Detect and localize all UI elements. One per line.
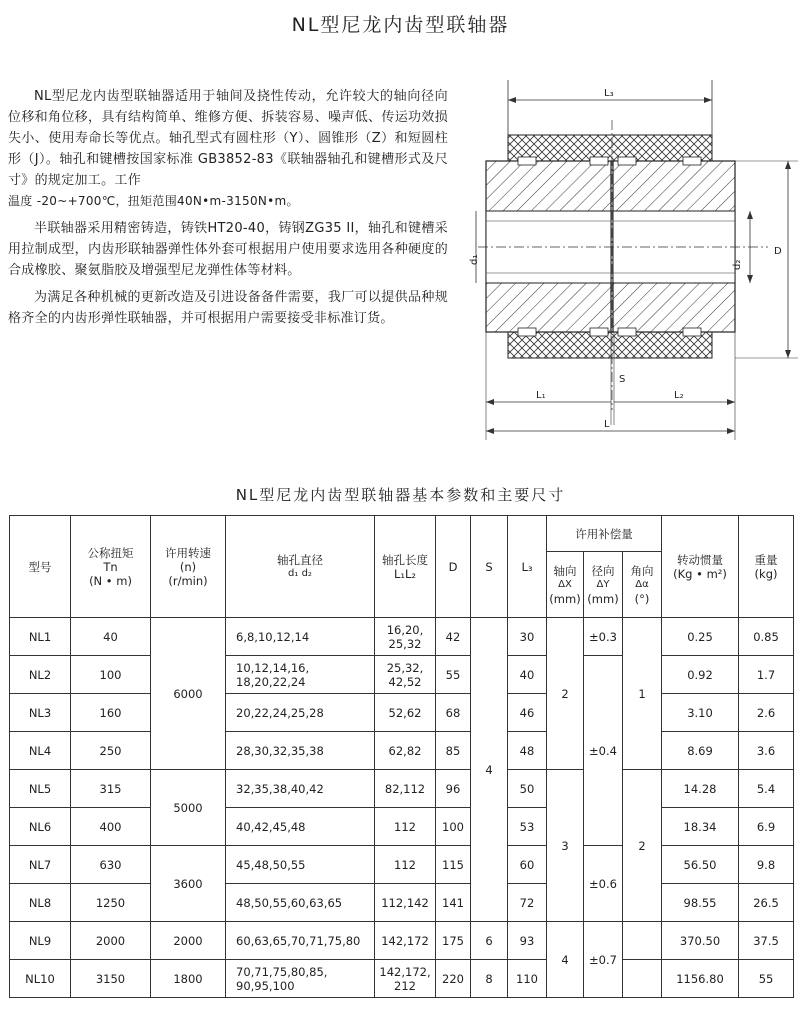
- dim-label-l3: L₃: [604, 88, 614, 99]
- intro-paragraph-2: 半联轴器采用精密铸造，铸铁HT20-40，铸钢ZG35 II，轴孔和键槽采用拉制成型，内齿形联轴器弹性体外套可根据用户使用要求选用各种硬度的合成橡胶、聚氨脂胶及增强型尼龙弹性体等材料。: [8, 221, 448, 278]
- dim-label-l1: L₁: [536, 390, 546, 401]
- cell-speed: 5000: [151, 770, 226, 846]
- cell-weight: 2.6: [739, 694, 794, 732]
- coupling-drawing: [469, 80, 798, 445]
- cell-l3: 93: [508, 922, 547, 960]
- cell-diameter: 6,8,10,12,14: [226, 618, 375, 656]
- cell-diameter: 10,12,14,16, 18,20,22,24: [226, 656, 375, 694]
- header-torque: 公称扭矩 Tn (N • m): [71, 516, 151, 618]
- cell-diameter: 70,71,75,80,85, 90,95,100: [226, 960, 375, 998]
- cell-torque: 630: [71, 846, 151, 884]
- dim-label-d: D: [774, 246, 782, 257]
- cell-inertia: 3.10: [662, 694, 739, 732]
- cell-torque: 3150: [71, 960, 151, 998]
- cell-inertia: 98.55: [662, 884, 739, 922]
- cell-s: 6: [471, 922, 508, 960]
- header-l3: L₃: [508, 516, 547, 618]
- cell-torque: 100: [71, 656, 151, 694]
- header-axial: 轴向 ΔX (mm): [547, 552, 584, 618]
- header-diameter: 轴孔直径 d₁ d₂: [226, 516, 375, 618]
- header-model: 型号: [10, 516, 71, 618]
- cell-torque: 2000: [71, 922, 151, 960]
- cell-s: 8: [471, 960, 508, 998]
- cell-angular: [623, 922, 662, 960]
- cell-l3: 72: [508, 884, 547, 922]
- intro-paragraph-1: NL型尼龙内齿型联轴器适用于轴间及挠性传动，允许较大的轴向径向位移和角位移，具有结构简单、维修方便、拆装容易、噪声低、传运功效损失小、使用寿命长等优点。轴孔型式有圆柱形（Y）、圆锥形（Z）和短圆柱形（J）。轴孔和键槽按国家标准 GB3852-83《联轴器轴孔和键槽形式及尺寸》的规定加工。工作: [8, 89, 448, 188]
- cell-diameter: 40,42,45,48: [226, 808, 375, 846]
- cell-weight: 9.8: [739, 846, 794, 884]
- cell-inertia: 0.25: [662, 618, 739, 656]
- header-angular: 角向 Δα (°): [623, 552, 662, 618]
- cell-inertia: 1156.80: [662, 960, 739, 998]
- cell-weight: 6.9: [739, 808, 794, 846]
- cell-model: NL8: [10, 884, 71, 922]
- cell-weight: 1.7: [739, 656, 794, 694]
- header-length: 轴孔长度 L₁L₂: [375, 516, 436, 618]
- cell-model: NL4: [10, 732, 71, 770]
- cell-diameter: 45,48,50,55: [226, 846, 375, 884]
- cell-l3: 110: [508, 960, 547, 998]
- cell-l3: 53: [508, 808, 547, 846]
- sleeve-bottom: [508, 332, 712, 358]
- cell-length: 82,112: [375, 770, 436, 808]
- cell-speed: 2000: [151, 922, 226, 960]
- header-radial: 径向 ΔY (mm): [584, 552, 623, 618]
- cell-model: NL7: [10, 846, 71, 884]
- cell-d: 85: [436, 732, 471, 770]
- cell-d: 175: [436, 922, 471, 960]
- cell-model: NL6: [10, 808, 71, 846]
- cell-d: 115: [436, 846, 471, 884]
- cell-model: NL1: [10, 618, 71, 656]
- cell-length: 142,172, 212: [375, 960, 436, 998]
- cell-weight: 0.85: [739, 618, 794, 656]
- cell-speed: 6000: [151, 618, 226, 770]
- cell-length: 62,82: [375, 732, 436, 770]
- cell-torque: 40: [71, 618, 151, 656]
- intro-text: [8, 86, 448, 335]
- cell-torque: 400: [71, 808, 151, 846]
- table-row: [10, 656, 794, 694]
- cell-speed: 3600: [151, 846, 226, 922]
- table-row: [10, 960, 794, 998]
- cell-d: 96: [436, 770, 471, 808]
- cell-length: 16,20, 25,32: [375, 618, 436, 656]
- header-compensation: 许用补偿量: [547, 516, 662, 552]
- cell-angular: 2: [623, 770, 662, 922]
- cell-torque: 160: [71, 694, 151, 732]
- cell-angular: [623, 960, 662, 998]
- cell-axial: 3: [547, 770, 584, 922]
- cell-axial: 4: [547, 922, 584, 998]
- header-d: D: [436, 516, 471, 618]
- cell-model: NL5: [10, 770, 71, 808]
- cell-angular: 1: [623, 618, 662, 770]
- cell-inertia: 370.50: [662, 922, 739, 960]
- cell-length: 112: [375, 808, 436, 846]
- cell-radial: ±0.6: [584, 846, 623, 922]
- cell-torque: 250: [71, 732, 151, 770]
- cell-radial: ±0.7: [584, 922, 623, 998]
- header-speed: 许用转速 (n) (r/min): [151, 516, 226, 618]
- cell-l3: 60: [508, 846, 547, 884]
- cell-length: 52,62: [375, 694, 436, 732]
- table-row: [10, 808, 794, 846]
- dim-label-l2: L₂: [674, 390, 684, 401]
- dim-label-s: S: [619, 374, 626, 385]
- cell-inertia: 56.50: [662, 846, 739, 884]
- cell-weight: 5.4: [739, 770, 794, 808]
- cell-radial: ±0.4: [584, 656, 623, 846]
- cell-weight: 26.5: [739, 884, 794, 922]
- cell-inertia: 14.28: [662, 770, 739, 808]
- cell-inertia: 8.69: [662, 732, 739, 770]
- dim-label-l: L: [604, 419, 610, 430]
- intro-paragraph-3: 为满足各种机械的更新改造及引进设备备件需要，我厂可以提供品种规格齐全的内齿形弹性联轴器，并可根据用户需要接受非标准订货。: [8, 290, 448, 326]
- cell-model: NL10: [10, 960, 71, 998]
- cell-model: NL3: [10, 694, 71, 732]
- cell-l3: 50: [508, 770, 547, 808]
- table-title: NL型尼龙内齿型联轴器基本参数和主要尺寸: [235, 486, 566, 504]
- table-row: [10, 770, 794, 808]
- cell-length: 142,172: [375, 922, 436, 960]
- cell-weight: 3.6: [739, 732, 794, 770]
- cell-axial: 2: [547, 618, 584, 770]
- cell-d: 68: [436, 694, 471, 732]
- cell-l3: 48: [508, 732, 547, 770]
- cell-diameter: 60,63,65,70,71,75,80: [226, 922, 375, 960]
- cell-diameter: 48,50,55,60,63,65: [226, 884, 375, 922]
- cell-l3: 30: [508, 618, 547, 656]
- header-weight: 重量 (kg): [739, 516, 794, 618]
- cell-l3: 46: [508, 694, 547, 732]
- cell-d: 42: [436, 618, 471, 656]
- table-row: [10, 694, 794, 732]
- cell-weight: 55: [739, 960, 794, 998]
- cell-l3: 40: [508, 656, 547, 694]
- cell-length: 112: [375, 846, 436, 884]
- cell-s: 4: [471, 618, 508, 922]
- cell-diameter: 20,22,24,25,28: [226, 694, 375, 732]
- cell-weight: 37.5: [739, 922, 794, 960]
- table-row: [10, 732, 794, 770]
- cell-inertia: 18.34: [662, 808, 739, 846]
- dim-label-d1: d₁: [469, 254, 480, 265]
- sleeve-top: [508, 135, 712, 161]
- cell-torque: 1250: [71, 884, 151, 922]
- cell-length: 25,32, 42,52: [375, 656, 436, 694]
- dim-label-d2: d₂: [732, 259, 743, 270]
- spec-table: [9, 515, 794, 998]
- cell-model: NL9: [10, 922, 71, 960]
- intro-paragraph-temperature: 温度 -20~+700℃，扭矩范围40N•m-3150N•m。: [8, 194, 299, 208]
- table-row: [10, 618, 794, 656]
- table-row: [10, 922, 794, 960]
- cell-inertia: 0.92: [662, 656, 739, 694]
- page-title: NL型尼龙内齿型联轴器: [291, 14, 510, 36]
- cell-radial: ±0.3: [584, 618, 623, 656]
- cell-speed: 1800: [151, 960, 226, 998]
- table-row: [10, 884, 794, 922]
- cell-length: 112,142: [375, 884, 436, 922]
- cell-d: 220: [436, 960, 471, 998]
- cell-model: NL2: [10, 656, 71, 694]
- table-row: [10, 846, 794, 884]
- header-inertia: 转动惯量 (Kg • m²): [662, 516, 739, 618]
- cell-diameter: 32,35,38,40,42: [226, 770, 375, 808]
- cell-d: 100: [436, 808, 471, 846]
- cell-torque: 315: [71, 770, 151, 808]
- cell-d: 55: [436, 656, 471, 694]
- cell-d: 141: [436, 884, 471, 922]
- header-s: S: [471, 516, 508, 618]
- cell-diameter: 28,30,32,35,38: [226, 732, 375, 770]
